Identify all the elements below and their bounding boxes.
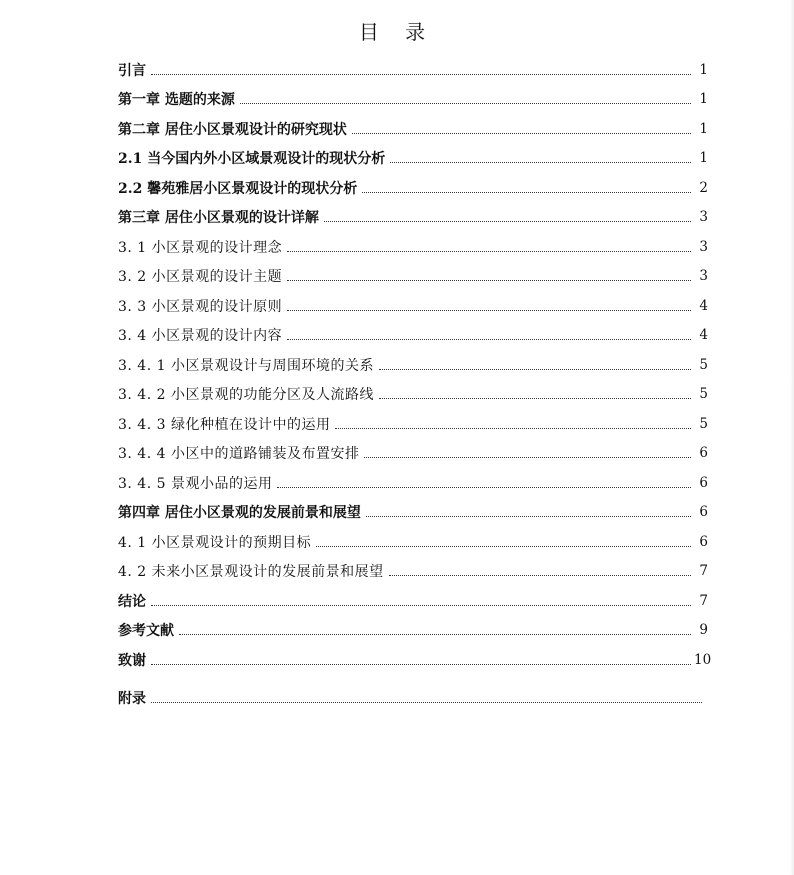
toc-entry-label: 2.2 馨苑雅居小区景观设计的现状分析 [118, 180, 358, 197]
toc-entry-chapter-4[interactable] [118, 498, 708, 528]
toc-entry-label: 第四章 居住小区景观的发展前景和展望 [118, 505, 361, 522]
toc-entry-section-3-4-5[interactable] [118, 468, 708, 498]
dot-leader [364, 456, 691, 458]
toc-entry-label: 致谢 [118, 652, 146, 669]
toc-entry-section-3-3[interactable] [118, 291, 708, 321]
dot-leader [389, 574, 691, 576]
toc-page-number: 4 [699, 327, 708, 344]
toc-entry-label: 第一章 选题的来源 [118, 92, 235, 109]
toc-page-number: 6 [699, 445, 708, 462]
toc-entry-label: 附录 [118, 691, 146, 708]
toc-page-number: 10 [694, 651, 712, 668]
toc-entry-label: 3. 4. 3 绿化种植在设计中的运用 [118, 416, 331, 433]
toc-entry-section-3-4-4[interactable] [118, 439, 708, 469]
toc-page-number: 7 [699, 592, 708, 609]
dot-leader [287, 338, 691, 340]
toc-entry-section-2-2[interactable] [118, 173, 708, 203]
toc-entry-label: 3. 4. 1 小区景观设计与周围环境的关系 [118, 357, 374, 374]
toc-entry-label: 参考文献 [118, 623, 174, 640]
toc-entry-section-4-1[interactable] [118, 527, 708, 557]
toc-entry-section-3-4-3[interactable] [118, 409, 708, 439]
toc-entry-label: 引言 [118, 62, 146, 79]
toc-entry-label: 2.1 当今国内外小区域景观设计的现状分析 [118, 151, 386, 168]
dot-leader [277, 486, 691, 488]
toc-page-number: 4 [699, 297, 708, 314]
toc-entry-section-3-4-1[interactable] [118, 350, 708, 380]
toc-entry-label: 结论 [118, 593, 146, 610]
dot-leader [287, 250, 691, 252]
toc-entry-section-3-1[interactable] [118, 232, 708, 262]
dot-leader [316, 545, 691, 547]
dot-leader [240, 102, 691, 104]
toc-page-number: 1 [699, 61, 708, 78]
dot-leader [366, 515, 691, 517]
dot-leader [151, 701, 702, 703]
toc-entry-label: 3. 4 小区景观的设计内容 [118, 328, 283, 345]
dot-leader [335, 427, 691, 429]
dot-leader [287, 309, 691, 311]
dot-leader [151, 604, 691, 606]
page-title: 目 录 [358, 20, 436, 44]
toc-entry-chapter-1[interactable] [118, 85, 708, 115]
toc-page-number: 3 [699, 209, 708, 226]
toc-entry-appendix[interactable] [118, 684, 708, 714]
toc-entry-label: 3. 4. 4 小区中的道路铺装及布置安排 [118, 446, 360, 463]
toc-entry-section-4-2[interactable] [118, 557, 708, 587]
toc-entry-chapter-3[interactable] [118, 203, 708, 233]
toc-entry-label: 3. 4. 2 小区景观的功能分区及人流路线 [118, 387, 374, 404]
dot-leader [362, 191, 691, 193]
toc-entry-introduction[interactable] [118, 55, 708, 85]
toc-page-number: 3 [699, 238, 708, 255]
toc-page-number: 6 [699, 474, 708, 491]
toc-page-number: 6 [699, 504, 708, 521]
toc-entry-chapter-2[interactable] [118, 114, 708, 144]
toc-entry-label: 4. 2 未来小区景观设计的发展前景和展望 [118, 564, 384, 581]
toc-entry-label: 3. 1 小区景观的设计理念 [118, 239, 283, 256]
toc-entry-references[interactable] [118, 616, 708, 646]
toc-page-number: 1 [699, 120, 708, 137]
toc-entry-label: 第二章 居住小区景观设计的研究现状 [118, 121, 347, 138]
toc-entry-label: 3. 2 小区景观的设计主题 [118, 269, 283, 286]
dot-leader [324, 220, 691, 222]
dot-leader [287, 279, 691, 281]
dot-leader [379, 368, 691, 370]
toc-entry-section-3-2[interactable] [118, 262, 708, 292]
dot-leader [379, 397, 691, 399]
toc-page-number: 5 [699, 356, 708, 373]
toc-page-number: 1 [699, 150, 708, 167]
toc-page-number: 5 [699, 386, 708, 403]
toc-entry-section-3-4[interactable] [118, 321, 708, 351]
toc-page-number: 2 [699, 179, 708, 196]
toc-entry-section-2-1[interactable] [118, 144, 708, 174]
toc-page-number: 3 [699, 268, 708, 285]
toc-entry-section-3-4-2[interactable] [118, 380, 708, 410]
table-of-contents [118, 55, 712, 713]
toc-entry-label: 第三章 居住小区景观的设计详解 [118, 210, 319, 227]
toc-page-number: 1 [699, 91, 708, 108]
toc-entry-conclusion[interactable] [118, 586, 708, 616]
toc-page-number: 7 [699, 563, 708, 580]
toc-entry-label: 3. 4. 5 景观小品的运用 [118, 475, 273, 492]
dot-leader [151, 663, 691, 665]
page-edge-shadow [790, 0, 794, 875]
toc-page-number: 6 [699, 533, 708, 550]
dot-leader [151, 73, 691, 75]
dot-leader [179, 633, 691, 635]
dot-leader [352, 132, 691, 134]
toc-entry-acknowledgements[interactable] [118, 645, 712, 675]
toc-entry-label: 3. 3 小区景观的设计原则 [118, 298, 283, 315]
toc-page-number: 9 [699, 622, 708, 639]
toc-entry-label: 4. 1 小区景观设计的预期目标 [118, 534, 312, 551]
dot-leader [390, 161, 691, 163]
toc-page-number: 5 [699, 415, 708, 432]
